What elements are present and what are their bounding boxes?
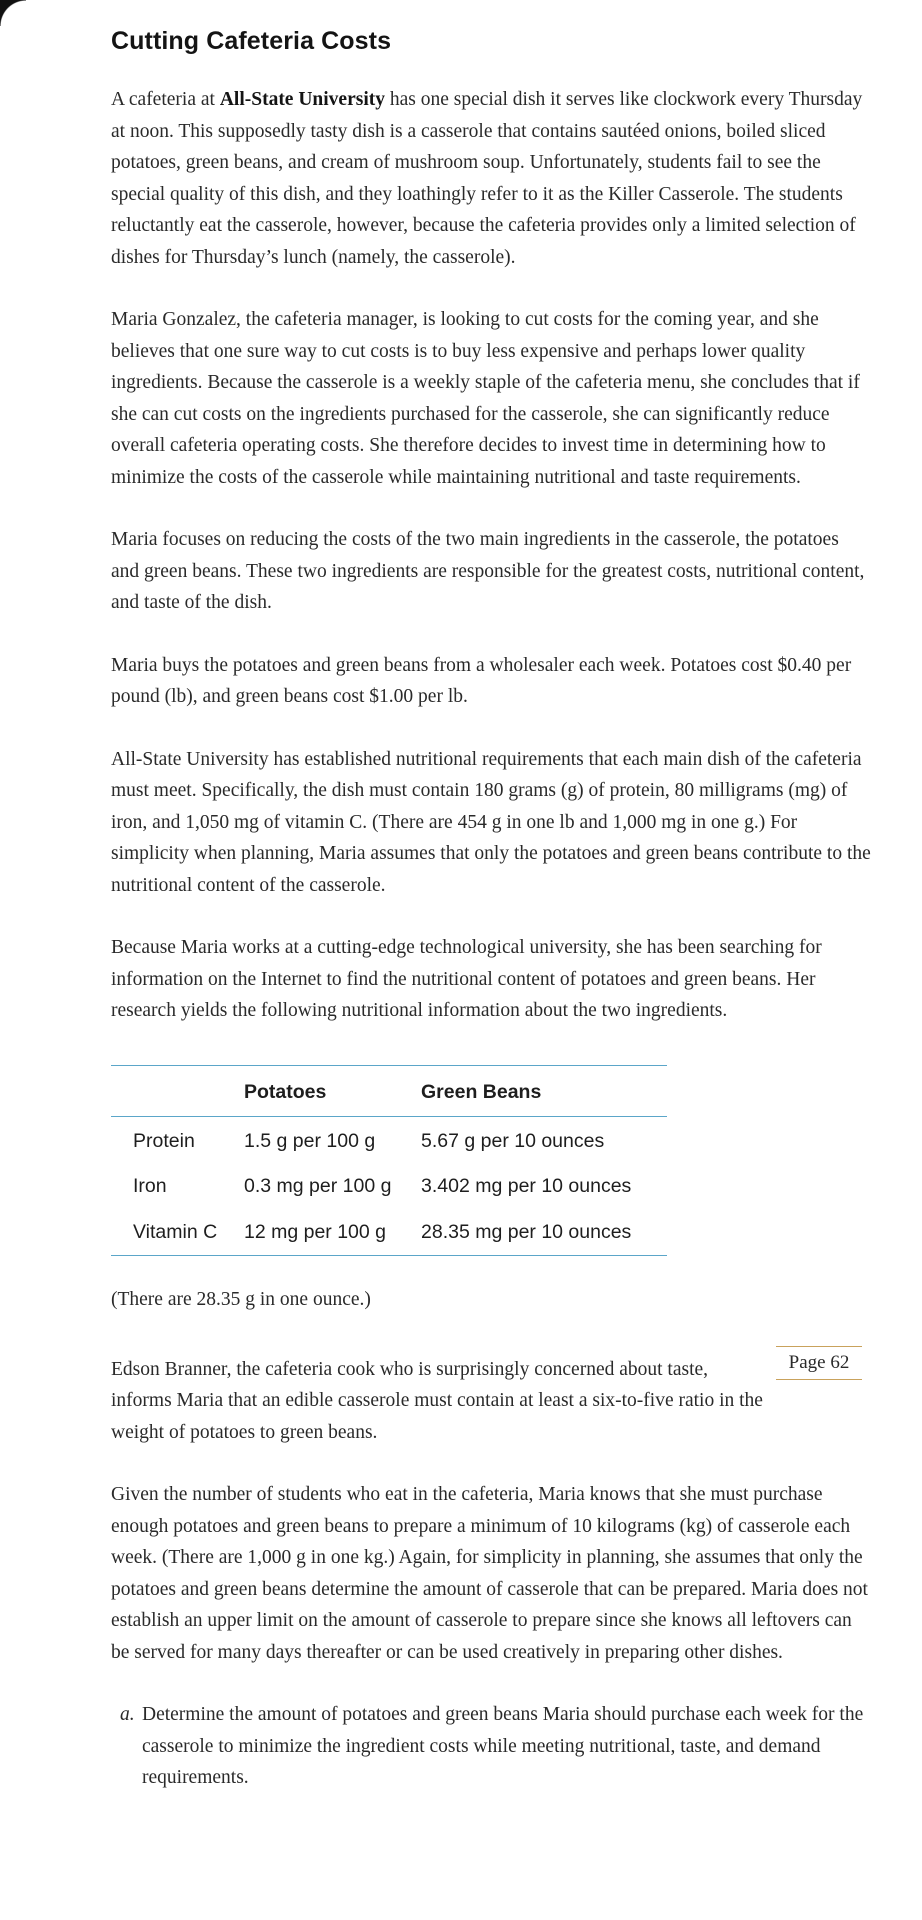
cell-potatoes-protein: 1.5 g per 100 g: [244, 1129, 376, 1152]
table-row: [111, 1210, 667, 1256]
row-label-vitamin-c: Vitamin C: [133, 1220, 218, 1243]
window-corner: [0, 0, 26, 26]
document-page: [111, 22, 871, 1794]
question-a: [111, 1699, 871, 1794]
intro-text-start: A cafeteria at: [111, 89, 220, 110]
question-letter: a.: [120, 1704, 135, 1725]
cell-potatoes-iron: 0.3 mg per 100 g: [244, 1175, 392, 1198]
paragraph-intro: [111, 84, 871, 273]
cell-green-beans-vitamin-c: 28.35 mg per 10 ounces: [421, 1220, 632, 1243]
paragraph-manager: Maria Gonzalez, the cafeteria manager, is looking to cut costs for the coming year, and she believes that one sure way to cut costs is to buy less expensive and perhaps lower quality ingredients. Because the casserole is a weekly staple of the cafeteria menu, she concludes that if she can cut costs on the ingredients purchased for the casserole, she can significantly reduce overall cafeteria operating costs. She therefore decides to invest time in determining how to minimize the costs of the casserole while maintaining nutritional and taste requirements.: [111, 309, 860, 488]
page-title: Cutting Cafeteria Costs: [111, 27, 392, 55]
paragraph-taste-ratio: Edson Branner, the cafeteria cook who is surprisingly concerned about taste, informs Maria that an edible casserole must contain at least a six-to-five ratio in the weight of potatoes to green beans.: [111, 1358, 763, 1443]
row-label-iron: Iron: [133, 1175, 167, 1198]
paragraph-ingredients: Maria focuses on reducing the costs of the two main ingredients in the casserole, the potatoes and green beans. These two ingredients are responsible for the greatest costs, nutritional content, and taste of the dish.: [111, 529, 865, 613]
paragraph-demand: Given the number of students who eat in the cafeteria, Maria knows that she must purchase enough potatoes and green beans to prepare a minimum of 10 kilograms (kg) of casserole each week. (There are 1,000 g in one kg.) Again, for simplicity in planning, she assumes that only the potatoes and green beans determine the amount of casserole that can be prepared. Maria does not establish an upper limit on the amount of casserole to prepare since she knows all leftovers can be served for many days thereafter or can be used creatively in preparing other dishes.: [111, 1484, 868, 1663]
paragraph-nutrition-requirements: All-State University has established nutritional requirements that each main dish of the cafeteria must meet. Specifically, the dish must contain 180 grams (g) of protein, 80 milligrams (mg) of iron, and 1,050 mg of vitamin C. (There are 454 g in one lb and 1,000 mg in one g.) For simplicity when planning, Maria assumes that only the potatoes and green beans contribute to the nutritional content of the casserole.: [111, 748, 871, 896]
university-name: All-State University: [219, 89, 385, 110]
row-label-protein: Protein: [133, 1129, 195, 1152]
page-number-marker: Page 62: [776, 1346, 862, 1380]
paragraph-prices: Maria buys the potatoes and green beans from a wholesaler each week. Potatoes cost $0.40 per pound (lb), and green beans cost $1.00 per lb.: [111, 654, 852, 707]
cell-potatoes-vitamin-c: 12 mg per 100 g: [244, 1220, 387, 1243]
table-header-empty: [111, 1065, 244, 1116]
intro-text-rest: has one special dish it serves like clockwork every Thursday at noon. This supposedly tasty dish is a casserole that contains sautéed onions, boiled sliced potatoes, green beans, and cream of mushroom soup. Unfortunately, students fail to see the special quality of this dish, and they loathingly refer to it as the Killer Casserole. The students reluctantly eat the casserole, however, because the cafeteria provides only a limited selection of dishes for Thursday’s lunch (namely, the casserole).: [111, 89, 863, 268]
table-header-row: [111, 1065, 667, 1116]
table-header-green-beans: Green Beans: [421, 1065, 667, 1116]
table-row: [111, 1116, 667, 1164]
cell-green-beans-protein: 5.67 g per 10 ounces: [421, 1129, 605, 1152]
cell-green-beans-iron: 3.402 mg per 10 ounces: [421, 1175, 632, 1198]
paragraph-research: Because Maria works at a cutting-edge technological university, she has been searching for information on the Internet to find the nutritional content of potatoes and green beans. Her research yields the following nutritional information about the two ingredients.: [111, 937, 822, 1021]
question-text: Determine the amount of potatoes and green beans Maria should purchase each week for the casserole to minimize the ingredient costs while meeting nutritional, taste, and demand requirements.: [142, 1704, 864, 1788]
table-header-potatoes: Potatoes: [244, 1065, 421, 1116]
unit-note: (There are 28.35 g in one ounce.): [111, 1289, 371, 1310]
table-row: [111, 1164, 667, 1210]
nutrition-table: [111, 1065, 667, 1257]
taste-requirement-section: [111, 1351, 871, 1449]
